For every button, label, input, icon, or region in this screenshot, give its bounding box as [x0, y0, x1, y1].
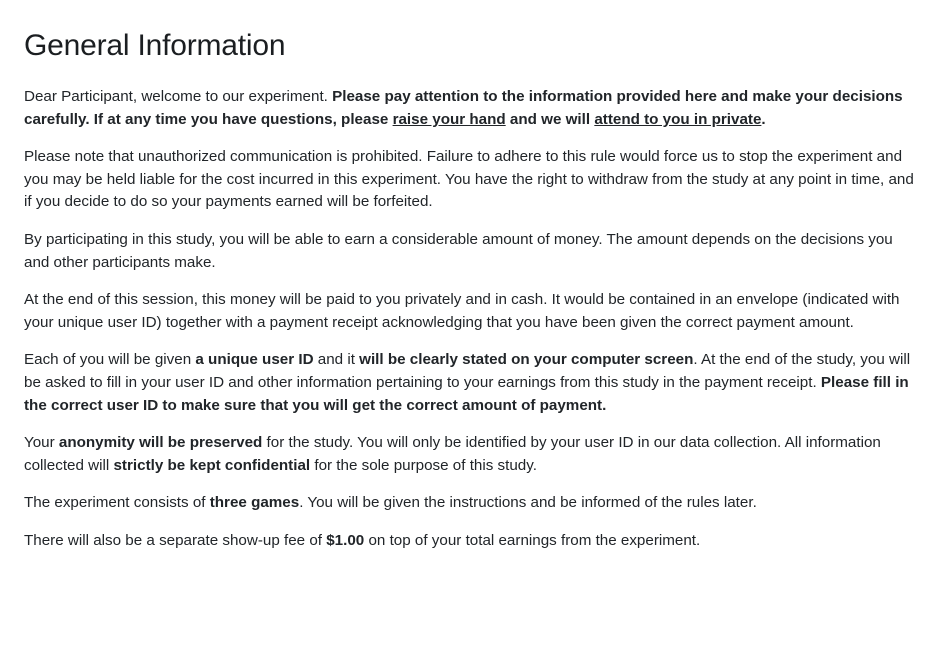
intro-text: Dear Participant, welcome to our experiment. [24, 88, 333, 105]
computer-screen-text: will be clearly stated on your computer screen [359, 351, 694, 369]
games-text-c: . You will be given the instructions and be informed of the rules later. [299, 494, 757, 512]
fee-amount: $1.00 [326, 531, 365, 549]
games-paragraph [24, 492, 918, 515]
attend-private-text: attend to you in private [594, 110, 762, 128]
user-id-paragraph [24, 349, 918, 417]
anonymity-text-c: for the study. You will only be identified by your user ID in our data collection. All information collected will [24, 434, 881, 474]
correct-id-text: Please fill in the correct user ID to make sure that you will get the correct amount of payment. [24, 373, 909, 414]
confidential-text: strictly be kept confidential [113, 456, 311, 474]
three-games-text: three games [209, 494, 300, 512]
intro-bold-period: . [761, 110, 766, 128]
user-id-text-a: Each of you will be given [24, 351, 196, 369]
anonymity-bold-text: anonymity will be preserved [58, 434, 263, 452]
intro-paragraph [24, 86, 918, 131]
intro-bold-connector: and we will [505, 110, 595, 128]
show-up-fee-paragraph [24, 530, 918, 553]
anonymity-text-e: for the sole purpose of this study. [310, 456, 537, 474]
intro-bold-text: Please pay attention to the information provided here and make your decisions carefully. If at any time you have questions, please [24, 88, 903, 128]
user-id-text-e: . At the end of the study, you will be asked to fill in your user ID and other information pertaining to your earnings from this study in the payment receipt. [24, 351, 911, 391]
raise-hand-text: raise your hand [392, 110, 506, 128]
games-text-a: The experiment consists of [24, 494, 210, 512]
unique-user-id-text: a unique user ID [195, 351, 314, 369]
communication-paragraph: Please note that unauthorized communication is prohibited. Failure to adhere to this rule would force us to stop the experiment and you may be held liable for the cost incurred in this experiment. You have the right to withdraw from the study at any point in time, and if you decide to do so your payments earned will be forfeited. [24, 148, 914, 211]
anonymity-paragraph [24, 432, 918, 477]
fee-text-c: on top of your total earnings from the experiment. [364, 531, 701, 549]
user-id-text-c: and it [313, 351, 360, 369]
earnings-paragraph: By participating in this study, you will be able to earn a considerable amount of money. The amount depends on the decisions you and other participants make. [24, 230, 893, 271]
payment-paragraph: At the end of this session, this money will be paid to you privately and in cash. It would be contained in an envelope (indicated with your unique user ID) together with a payment receipt acknowledging that you have been given the correct payment amount. [24, 291, 900, 331]
anonymity-text-a: Your [24, 434, 59, 452]
fee-text-a: There will also be a separate show-up fee of [24, 531, 327, 549]
page-title: General Information [24, 29, 286, 62]
